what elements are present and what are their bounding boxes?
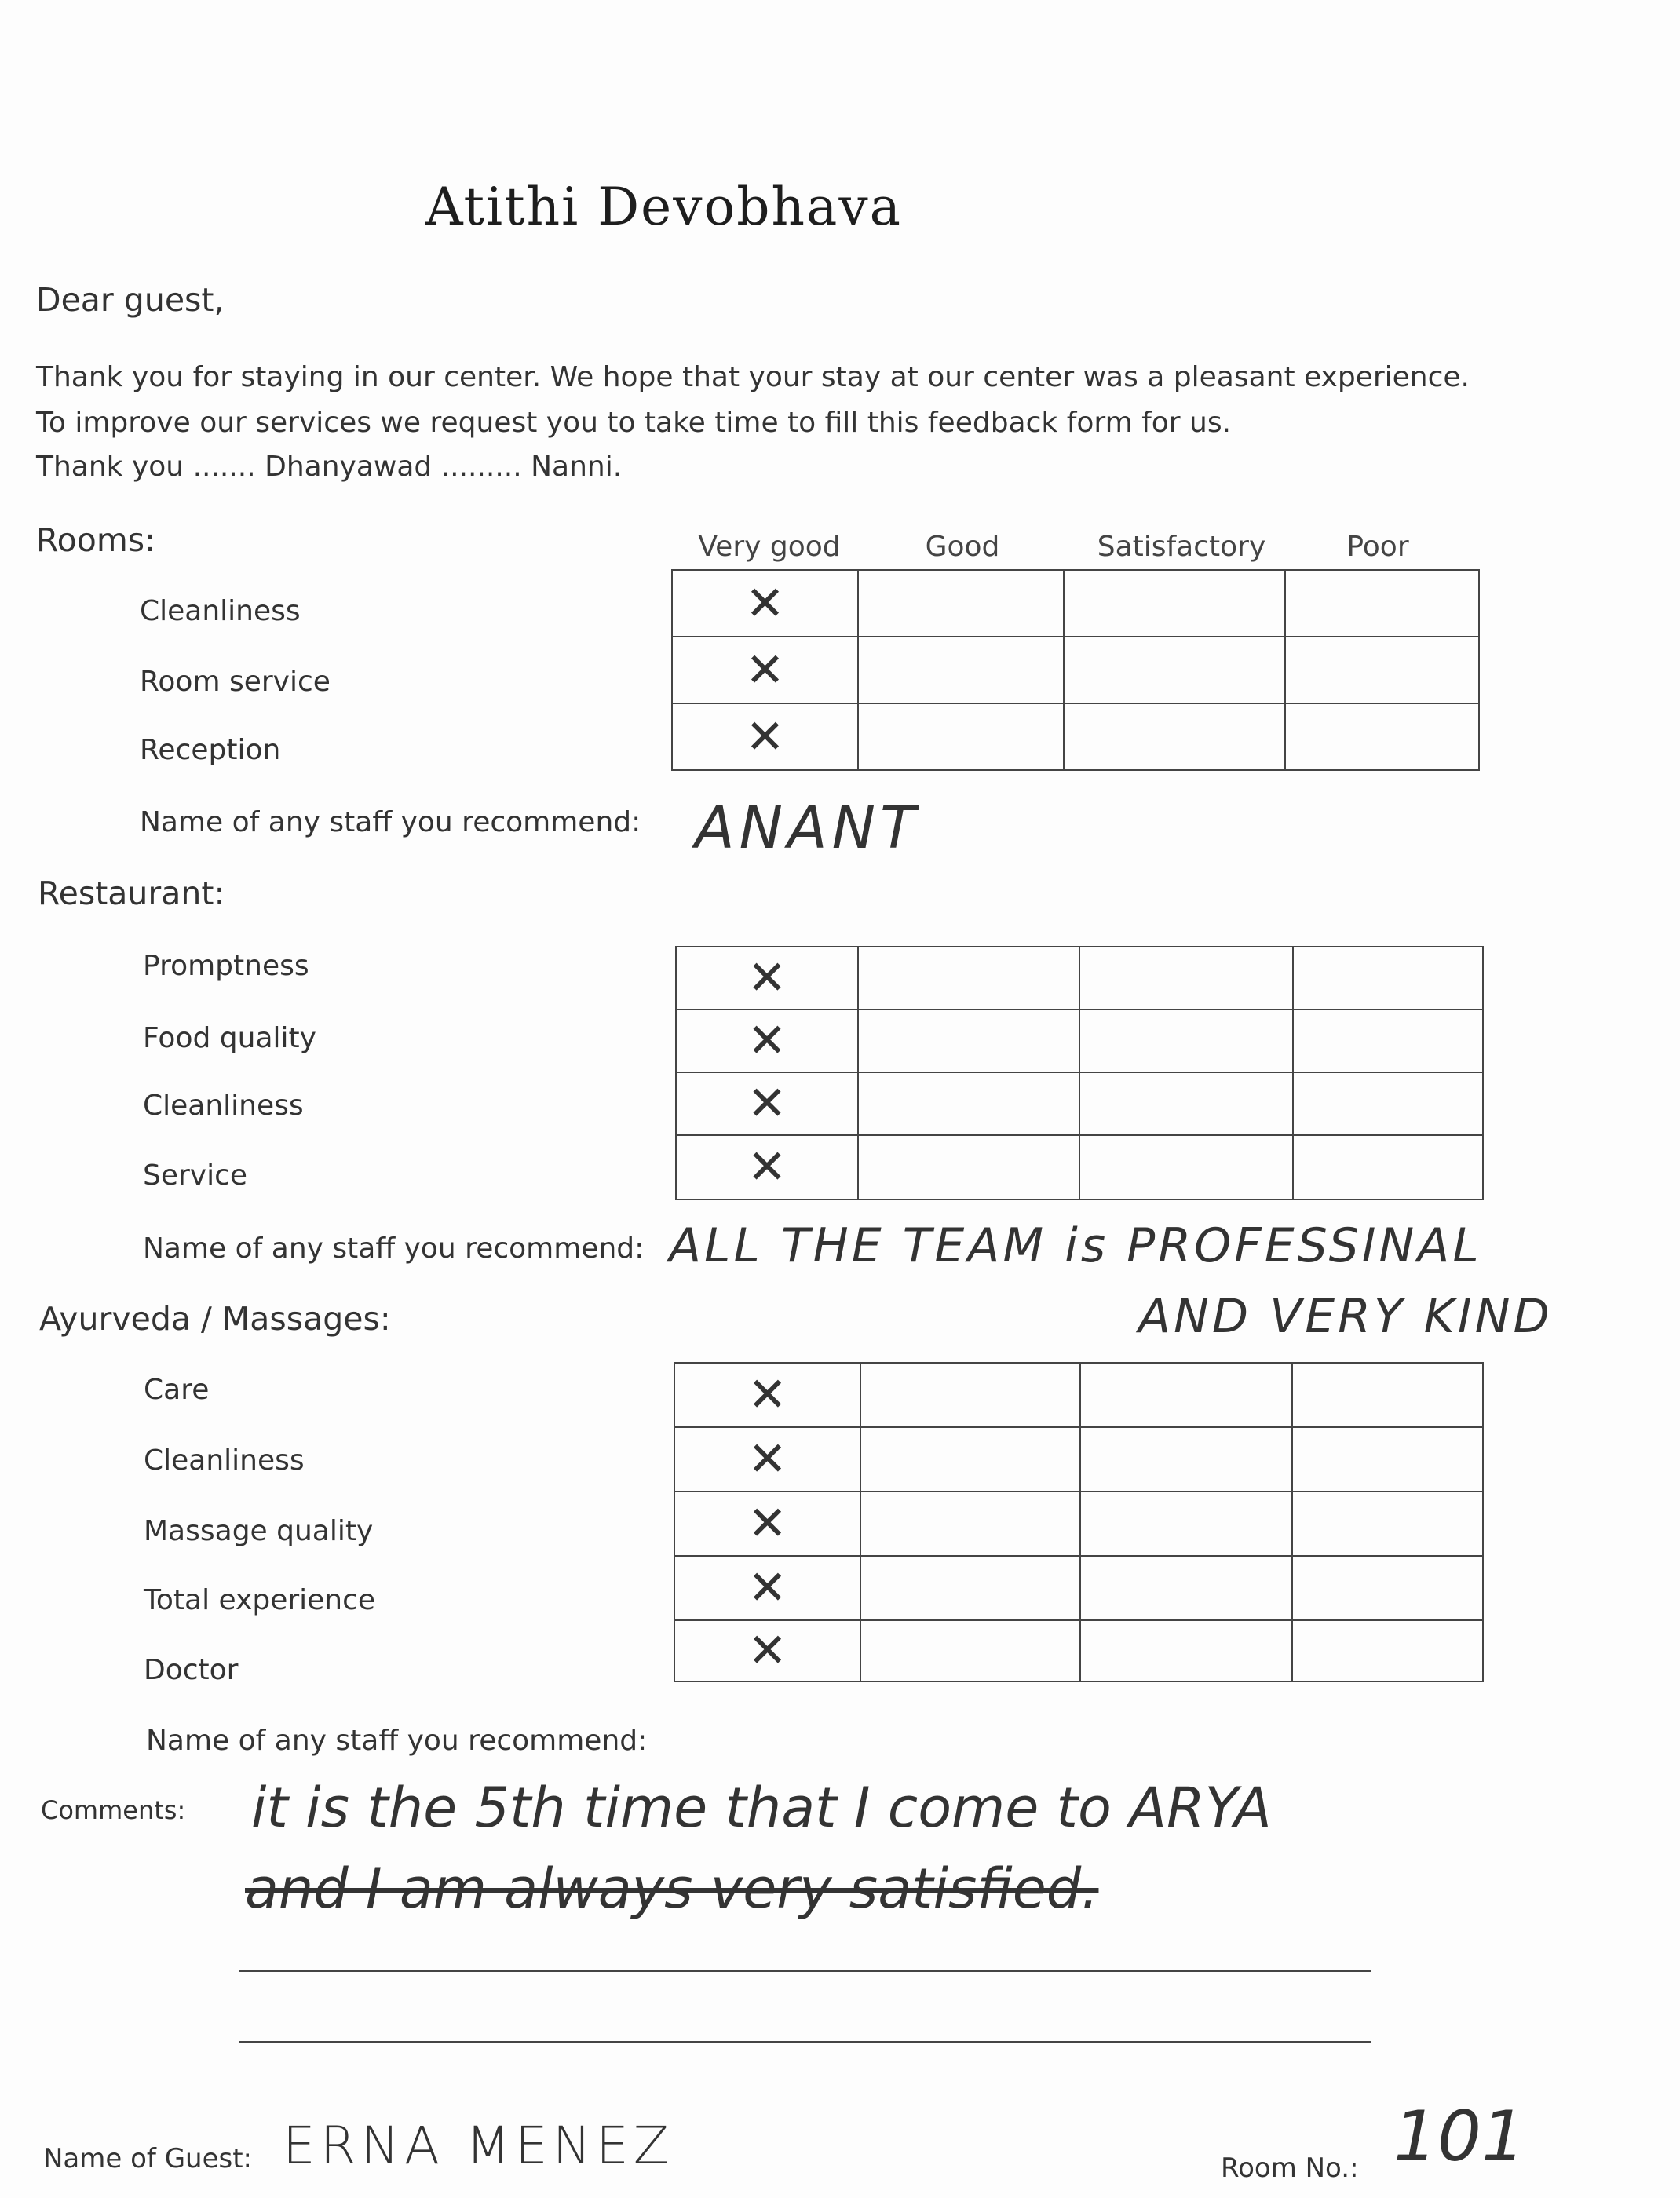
rating-cell[interactable] [1285,570,1479,637]
rating-cell[interactable] [674,1427,860,1492]
comments-line-2[interactable]: and I am always very satisfied. [245,1857,1099,1921]
guest-name-label: Name of Guest: [43,2143,253,2174]
rating-cell[interactable] [1080,1363,1292,1427]
section-heading-ayurveda: Ayurveda / Massages: [39,1300,391,1338]
rating-cell[interactable] [858,703,1064,770]
rating-cell[interactable] [858,570,1064,637]
rating-cell[interactable] [1285,703,1479,770]
rating-cell[interactable] [1079,947,1293,1010]
rating-cell[interactable] [1080,1556,1292,1620]
rating-cell[interactable] [1293,1010,1483,1072]
restaurant-staff-value-line-2[interactable]: AND VERY KIND [1138,1289,1553,1344]
check-mark: ✕ [747,1432,787,1487]
intro-line-1: Thank you for staying in our center. We hope that your stay at our center was a pleasant experience. [36,361,1470,393]
restaurant-item-food-quality: Food quality [143,1022,316,1054]
rating-cell[interactable] [860,1556,1080,1620]
rating-cell[interactable] [676,1135,858,1199]
restaurant-staff-value-line-1[interactable]: ALL THE TEAM is PROFESSINAL [669,1218,1482,1273]
rating-cell[interactable] [1064,637,1285,703]
ayurveda-item-cleanliness: Cleanliness [144,1444,305,1477]
ayurveda-item-total-experience: Total experience [144,1584,376,1616]
rating-cell[interactable] [1293,1072,1483,1135]
rating-cell[interactable] [676,947,858,1010]
room-number-value[interactable]: 101 [1393,2096,1525,2177]
room-number-label: Room No.: [1221,2152,1359,2184]
restaurant-item-cleanliness: Cleanliness [143,1090,304,1122]
rating-cell[interactable] [858,637,1064,703]
check-mark: ✕ [747,1623,787,1678]
form-title: Atithi Devobhava [425,177,902,237]
rating-cell[interactable] [1080,1620,1292,1681]
comment-rule-1 [239,1970,1371,1972]
rating-cell[interactable] [676,1072,858,1135]
rooms-item-room-service: Room service [140,666,331,698]
rooms-rating-grid [671,569,1480,771]
rooms-staff-label: Name of any staff you recommend: [140,806,641,838]
check-mark: ✕ [747,1561,787,1616]
rooms-staff-value[interactable]: ANANT [695,794,921,862]
intro-line-2: To improve our services we request you to take time to fill this feedback form for us. [36,407,1232,439]
ayurveda-item-doctor: Doctor [144,1654,239,1686]
check-mark: ✕ [747,951,787,1006]
rating-cell[interactable] [1079,1135,1293,1199]
check-mark: ✕ [747,1076,787,1131]
intro-line-3: Thank you ....... Dhanyawad ......... Nanni. [36,451,623,483]
column-header-very-good: Very good [698,531,841,563]
restaurant-rating-grid [675,946,1484,1200]
column-header-satisfactory: Satisfactory [1097,531,1266,563]
rating-cell[interactable] [674,1556,860,1620]
restaurant-item-service: Service [143,1159,248,1192]
rating-cell[interactable] [1064,570,1285,637]
column-header-good: Good [925,531,1000,563]
rating-cell[interactable] [1064,703,1285,770]
check-mark: ✕ [745,709,785,765]
section-heading-restaurant: Restaurant: [38,874,225,912]
rating-cell[interactable] [858,1135,1079,1199]
section-heading-rooms: Rooms: [36,521,155,559]
rating-cell[interactable] [860,1363,1080,1427]
rating-cell[interactable] [858,1072,1079,1135]
greeting: Dear guest, [36,281,225,319]
rating-cell[interactable] [1292,1492,1483,1556]
rating-cell[interactable] [860,1620,1080,1681]
check-mark: ✕ [745,642,785,698]
rating-cell[interactable] [1292,1427,1483,1492]
guest-name-value[interactable]: ERNA MENEZ [283,2116,674,2176]
rating-cell[interactable] [672,637,858,703]
check-mark: ✕ [747,1140,787,1195]
column-header-poor: Poor [1346,531,1409,563]
rating-cell[interactable] [1079,1010,1293,1072]
check-mark: ✕ [747,1496,787,1551]
ayurveda-item-care: Care [144,1374,210,1406]
rating-cell[interactable] [858,947,1079,1010]
restaurant-staff-label: Name of any staff you recommend: [143,1232,645,1265]
rating-cell[interactable] [1080,1427,1292,1492]
rating-cell[interactable] [672,570,858,637]
check-mark: ✕ [745,575,785,631]
rating-cell[interactable] [672,703,858,770]
rating-cell[interactable] [860,1427,1080,1492]
rating-cell[interactable] [860,1492,1080,1556]
check-mark: ✕ [747,1367,787,1422]
rating-cell[interactable] [1285,637,1479,703]
rating-cell[interactable] [858,1010,1079,1072]
rating-cell[interactable] [1292,1620,1483,1681]
rooms-item-cleanliness: Cleanliness [140,595,301,627]
restaurant-item-promptness: Promptness [143,950,309,982]
rating-cell[interactable] [1079,1072,1293,1135]
rating-cell[interactable] [1293,1135,1483,1199]
rooms-item-reception: Reception [140,734,281,766]
ayurveda-item-massage-quality: Massage quality [144,1515,374,1547]
rating-cell[interactable] [674,1363,860,1427]
rating-cell[interactable] [1293,947,1483,1010]
rating-cell[interactable] [1292,1556,1483,1620]
comments-label: Comments: [41,1795,186,1825]
rating-cell[interactable] [676,1010,858,1072]
rating-cell[interactable] [1080,1492,1292,1556]
ayurveda-staff-label: Name of any staff you recommend: [146,1725,648,1757]
comments-line-1[interactable]: it is the 5th time that I come to ARYA [251,1776,1272,1840]
rating-cell[interactable] [1292,1363,1483,1427]
ayurveda-rating-grid [674,1362,1484,1682]
check-mark: ✕ [747,1013,787,1068]
rating-cell[interactable] [674,1620,860,1681]
rating-cell[interactable] [674,1492,860,1556]
comment-rule-2 [239,2041,1371,2043]
